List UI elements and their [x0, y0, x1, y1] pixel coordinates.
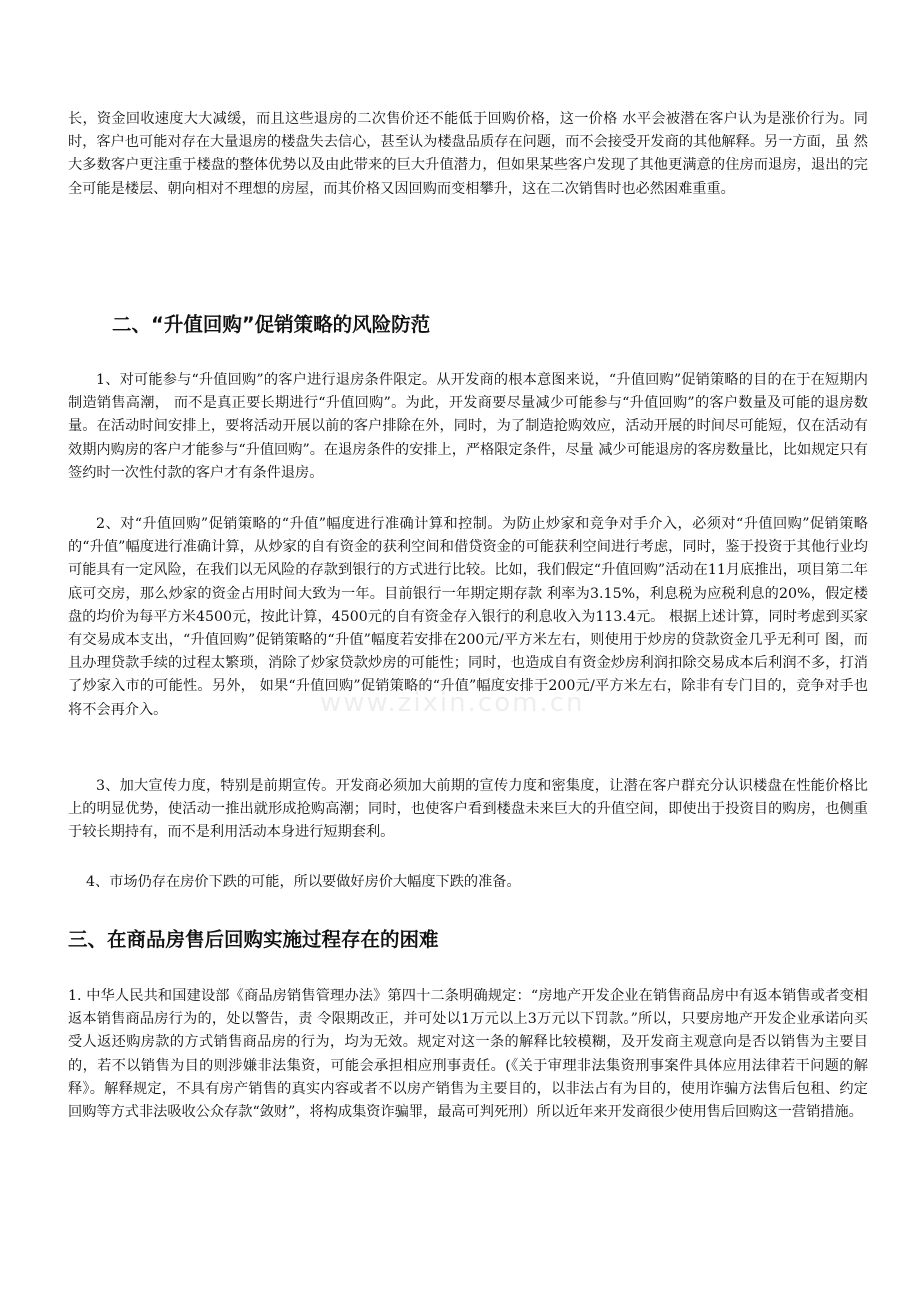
- watermark: www.zixin.com.cn: [320, 688, 585, 718]
- section-2-item-4: 4、市场仍存在房价下跌的可能，所以要做好房价大幅度下跌的准备。: [86, 874, 521, 890]
- section-2-item-3: 3、加大宣传力度，特别是前期宣传。开发商必须加大前期的宣传力度和密集度，让潜在客户群充分认识楼盘在性能价格比上的明显优势，使活动一推出就形成抢购高潮；同时，也使客户看到楼盘未来巨大的升值空间，即使出于投资目的购房，也侧重于较长期持有，而不是利用活动本身进行短期套利。: [68, 778, 868, 841]
- section-2-item-2: 2、对“升值回购”促销策略的“升值”幅度进行准确计算和控制。为防止炒家和竞争对手介入，必须对“升值回购”促销策略的“升值”幅度进行准确计算，从炒家的自有资金的获利空间和借贷资金的可能获利空间进行考虑，同时，鉴于投资于其他行业均可能具有一定风险，在我们以无风险的存款到银行的方式进行比较。比如，我们假定“升值回购”活动在11月底推出，项目第二年底可交房，那么炒家的资金占用时间大致为一年。目前银行一年期定期存款 利率为3.15%，利息税为应税利息的20%，假定楼盘的均价为每平方米4500元，按此计算，4500元的自有资金存入银行的利息收入为113.4元。 根据上述计算，同时考虑到买家有交易成本支出，“升值回购”促销策略的“升值”幅度若安排在200元/平方米左右，则使用于炒房的贷款资金几乎无利可 图，而且办理贷款手续的过程太繁琐，消除了炒家贷款炒房的可能性；同时，也造成自有资金炒房利润扣除交易成本后利润不多，打消了炒家入市的可能性。另外， 如果“升值回购”促销策略的“升值”幅度安排于200元/平方米左右，除非有专门目的，竞争对手也将不会再介入。: [68, 516, 868, 718]
- section-3-title: 三、在商品房售后回购实施过程存在的困难: [68, 928, 439, 951]
- section-2-item-1: 1、对可能参与“升值回购”的客户进行退房条件限定。从开发商的根本意图来说，“升值回购”促销策略的目的在于在短期内制造销售高潮， 而不是真正要长期进行“升值回购”。为此，开发商要尽量减少可能参与“升值回购”的客户数量及可能的退房数量。在活动时间安排上，要将活动开展以前的客户排除在外，同时，为了制造抢购效应，活动开展的时间尽可能短，仅在活动有效期内购房的客户才能参与“升值回购”。在退房条件的安排上，严格限定条件，尽量 减少可能退房的客房数量比，比如规定只有签约时一次性付款的客户才有条件退房。: [68, 372, 868, 481]
- intro-paragraph: 长，资金回收速度大大减缓，而且这些退房的二次售价还不能低于回购价格，这一价格 水平会被潜在客户认为是涨价行为。同时，客户也可能对存在大量退房的楼盘失去信心，甚至认为楼盘品质存在问题，而不会接受开发商的其他解释。另一方面，虽 然大多数客户更注重于楼盘的整体优势以及由此带来的巨大升值潜力，但如果某些客户发现了其他更满意的住房而退房，退出的完全可能是楼层、朝向相对不理想的房屋，而其价格又因回购而变相攀升，这在二次销售时也必然困难重重。: [68, 111, 868, 197]
- section-2-title: 二、“升值回购”促销策略的风险防范: [112, 313, 431, 336]
- section-3-paragraph: 1. 中华人民共和国建设部《商品房销售管理办法》第四十二条明确规定：“房地产开发企业在销售商品房中有返本销售或者变相返本销售商品房行为的，处以警告，责 令限期改正，并可处以1万元以上3万元以下罚款。”所以，只要房地产开发企业承诺向买受人返还购房款的方式销售商品房的行为，均为无效。规定对这一条的解释比较模糊，及开发商主观意向是否以销售为主要目的，若不以销售为目的则涉嫌非法集资，可能会承担相应刑事责任。(《关于审理非法集资刑事案件具体应用法律若干问题的解释》。解释规定，不具有房产销售的真实内容或者不以房产销售为主要目的，以非法占有为目的，使用诈骗方法售后包租、约定回购等方式非法吸收公众存款“敛财”，将构成集资诈骗罪，最高可判死刑）所以近年来开发商很少使用售后回购这一营销措施。: [68, 988, 868, 1121]
